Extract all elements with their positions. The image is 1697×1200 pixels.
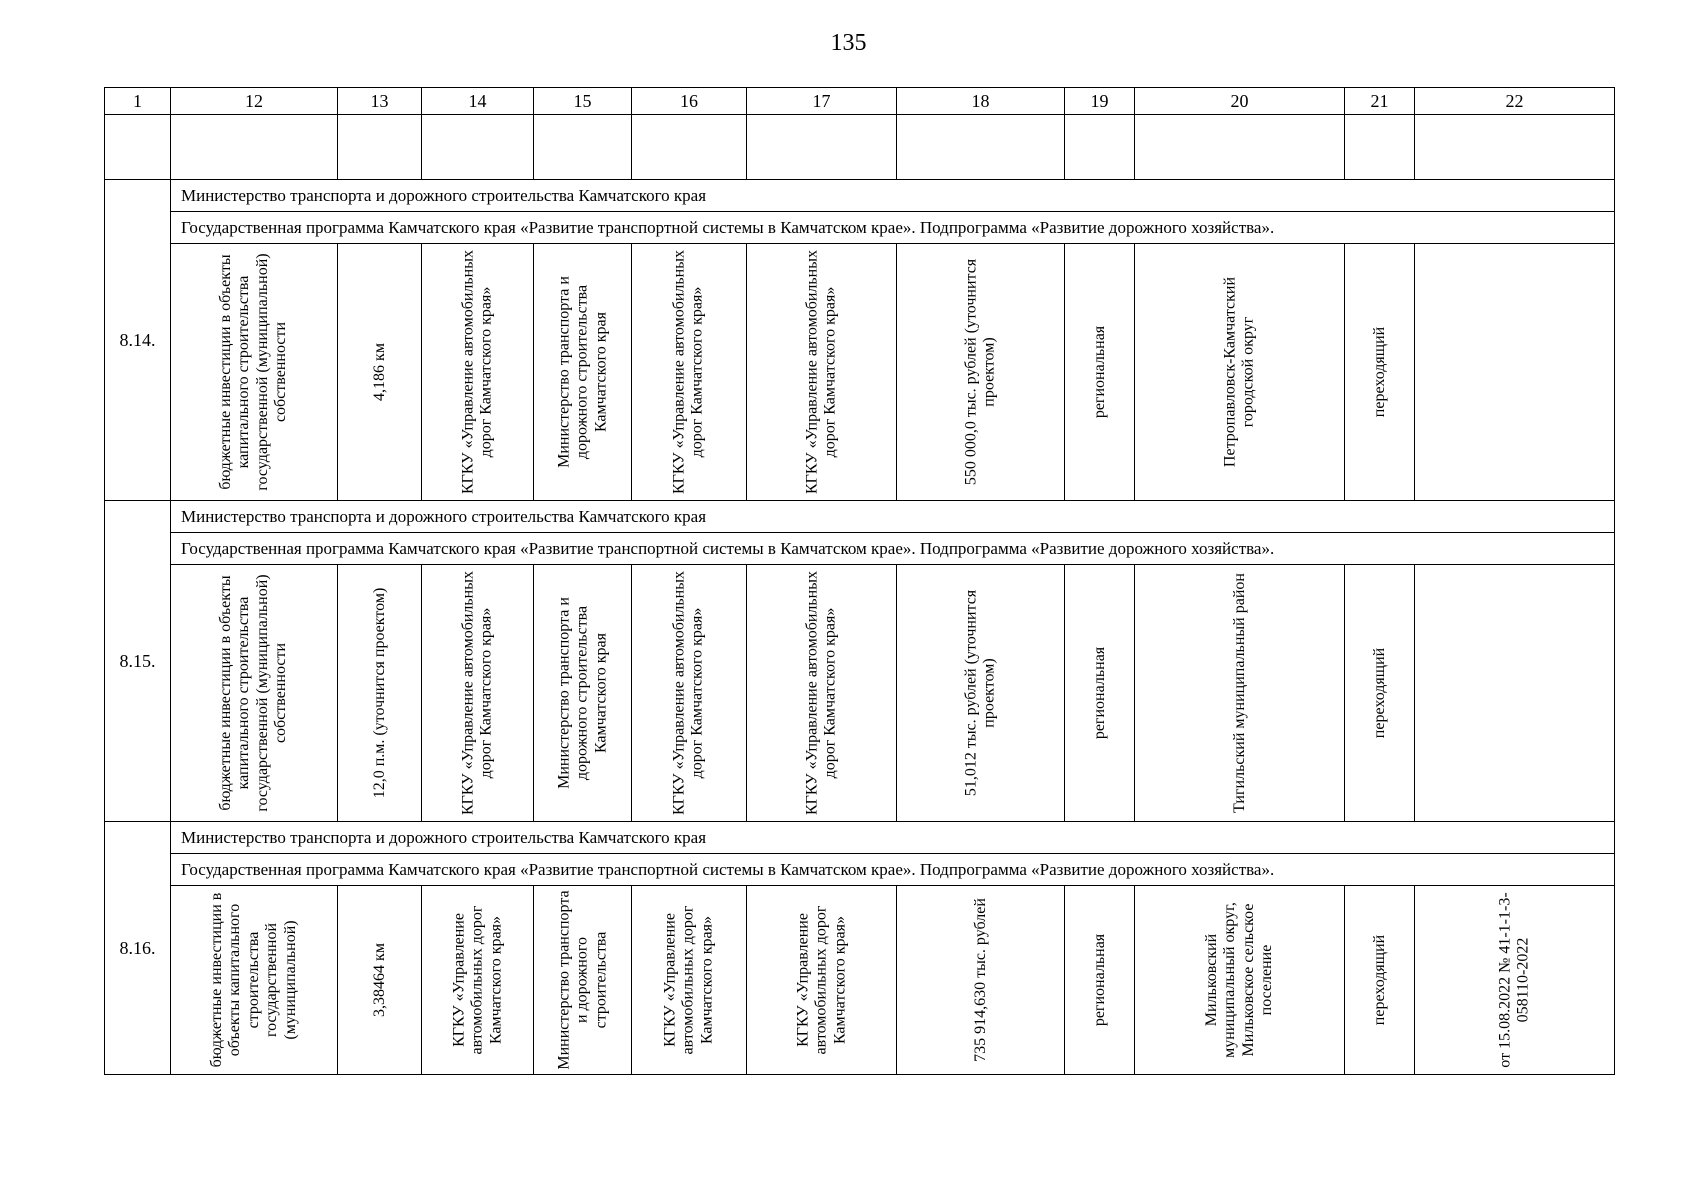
developer-cell: [632, 244, 747, 501]
capacity-cell: [338, 244, 422, 501]
investment-type: бюджетные инвестиции в объекты капитального строительства государственной (муниципальной) собственности: [217, 253, 290, 491]
status: переходящий: [1370, 326, 1388, 418]
cost-cell: [897, 886, 1065, 1075]
row-number: 8.16.: [105, 822, 171, 1075]
ministry-row: [105, 822, 1615, 854]
program-name: Государственная программа Камчатского края «Развитие транспортной системы в Камчатском крае». Подпрограмма «Развитие дорожного хозяйства».: [171, 854, 1615, 886]
location: Тигильский муниципальный район: [1230, 573, 1248, 813]
empty-cell: [105, 115, 171, 180]
page-number: 135: [830, 30, 867, 56]
level: региональная: [1090, 646, 1108, 740]
customer-cell: [422, 244, 534, 501]
expertise-cell: [1415, 886, 1615, 1075]
customer-cell: [422, 886, 534, 1075]
header-cell: 19: [1065, 88, 1135, 115]
empty-cell: [747, 115, 897, 180]
program-name: Государственная программа Камчатского края «Развитие транспортной системы в Камчатском крае». Подпрограмма «Развитие дорожного хозяйства».: [171, 212, 1615, 244]
level: региональная: [1090, 933, 1108, 1027]
main-manager-cell: [534, 244, 632, 501]
investment-type-cell: [171, 565, 338, 822]
developer-cell: [632, 565, 747, 822]
developer: КГКУ «Управление автомобильных дорог Камчатского края»: [661, 905, 716, 1055]
status-cell: [1345, 244, 1415, 501]
location-cell: [1135, 886, 1345, 1075]
header-cell: 22: [1415, 88, 1615, 115]
empty-cell: [897, 115, 1065, 180]
header-cell: 20: [1135, 88, 1345, 115]
capacity: 4,186 км: [370, 343, 388, 401]
developer: КГКУ «Управление автомобильных дорог Камчатского края»: [670, 250, 706, 494]
cost: 735 914,630 тыс. рублей: [971, 898, 989, 1062]
header-cell: 18: [897, 88, 1065, 115]
ministry-name: Министерство транспорта и дорожного строительства Камчатского края: [171, 501, 1615, 533]
level-cell: [1065, 244, 1135, 501]
ministry-row: [105, 180, 1615, 212]
cost: 550 000,0 тыс. рублей (уточнится проектом): [962, 258, 998, 486]
table-row: [105, 886, 1615, 1075]
cost: 51,012 тыс. рублей (уточнится проектом): [962, 589, 998, 797]
empty-cell: [534, 115, 632, 180]
capacity-cell: [338, 565, 422, 822]
blank-row: [105, 115, 1615, 180]
status-cell: [1345, 886, 1415, 1075]
empty-cell: [1415, 115, 1615, 180]
empty-cell: [1345, 115, 1415, 180]
header-cell: 14: [422, 88, 534, 115]
empty-cell: [171, 115, 338, 180]
row-number: 8.14.: [105, 180, 171, 501]
investment-type: бюджетные инвестиции в объекты капитального строительства государственной (муниципальной): [208, 892, 299, 1068]
empty-cell: [1065, 115, 1135, 180]
customer: КГКУ «Управление автомобильных дорог Камчатского края»: [459, 571, 495, 815]
status-cell: [1345, 565, 1415, 822]
level-cell: [1065, 565, 1135, 822]
capacity: 3,38464 км: [370, 943, 388, 1017]
location: Петропавловск-Камчатский городской округ: [1221, 276, 1257, 468]
recipient-cell: [747, 565, 897, 822]
developer: КГКУ «Управление автомобильных дорог Камчатского края»: [670, 571, 706, 815]
investment-type: бюджетные инвестиции в объекты капитального строительства государственной (муниципальной) собственности: [217, 574, 290, 812]
recipient: КГКУ «Управление автомобильных дорог Камчатского края»: [793, 905, 848, 1055]
recipient-cell: [747, 886, 897, 1075]
program-name: Государственная программа Камчатского края «Развитие транспортной системы в Камчатском крае». Подпрограмма «Развитие дорожного хозяйства».: [171, 533, 1615, 565]
row-number: 8.15.: [105, 501, 171, 822]
customer: КГКУ «Управление автомобильных дорог Камчатского края»: [459, 250, 495, 494]
investment-type-cell: [171, 886, 338, 1075]
program-row: [105, 212, 1615, 244]
main-manager: Министерство транспорта и дорожного строительства: [554, 890, 609, 1070]
ministry-name: Министерство транспорта и дорожного строительства Камчатского края: [171, 180, 1615, 212]
header-cell: 13: [338, 88, 422, 115]
recipient-cell: [747, 244, 897, 501]
table-row: [105, 244, 1615, 501]
empty-cell: [632, 115, 747, 180]
capacity: 12,0 п.м. (уточнится проектом): [370, 587, 388, 799]
expertise: от 15.08.2022 № 41-1-1-3-058110-2022: [1496, 892, 1532, 1068]
location-cell: [1135, 565, 1345, 822]
program-row: [105, 854, 1615, 886]
header-cell: 16: [632, 88, 747, 115]
empty-cell: [422, 115, 534, 180]
expertise-cell: [1415, 565, 1615, 822]
customer-cell: [422, 565, 534, 822]
header-cell: 1: [105, 88, 171, 115]
header-cell: 15: [534, 88, 632, 115]
cost-cell: [897, 565, 1065, 822]
main-manager: Министерство транспорта и дорожного строительства Камчатского края: [554, 276, 609, 468]
status: переходящий: [1370, 934, 1388, 1026]
header-cell: 21: [1345, 88, 1415, 115]
recipient: КГКУ «Управление автомобильных дорог Камчатского края»: [803, 571, 839, 815]
status: переходящий: [1370, 647, 1388, 739]
location-cell: [1135, 244, 1345, 501]
header-cell: 17: [747, 88, 897, 115]
header-row: [105, 88, 1615, 115]
cost-cell: [897, 244, 1065, 501]
recipient: КГКУ «Управление автомобильных дорог Камчатского края»: [803, 250, 839, 494]
capacity-cell: [338, 886, 422, 1075]
ministry-row: [105, 501, 1615, 533]
table-row: [105, 565, 1615, 822]
level: региональная: [1090, 325, 1108, 419]
empty-cell: [1135, 115, 1345, 180]
empty-cell: [338, 115, 422, 180]
level-cell: [1065, 886, 1135, 1075]
developer-cell: [632, 886, 747, 1075]
main-manager-cell: [534, 886, 632, 1075]
investment-type-cell: [171, 244, 338, 501]
expertise-cell: [1415, 244, 1615, 501]
ministry-name: Министерство транспорта и дорожного строительства Камчатского края: [171, 822, 1615, 854]
location: Мильковский муниципальный округ, Мильковское сельское поселение: [1202, 902, 1275, 1058]
data-table: [104, 87, 1615, 1075]
main-manager: Министерство транспорта и дорожного строительства Камчатского края: [554, 597, 609, 789]
main-manager-cell: [534, 565, 632, 822]
customer: КГКУ «Управление автомобильных дорог Камчатского края»: [449, 905, 504, 1055]
program-row: [105, 533, 1615, 565]
header-cell: 12: [171, 88, 338, 115]
